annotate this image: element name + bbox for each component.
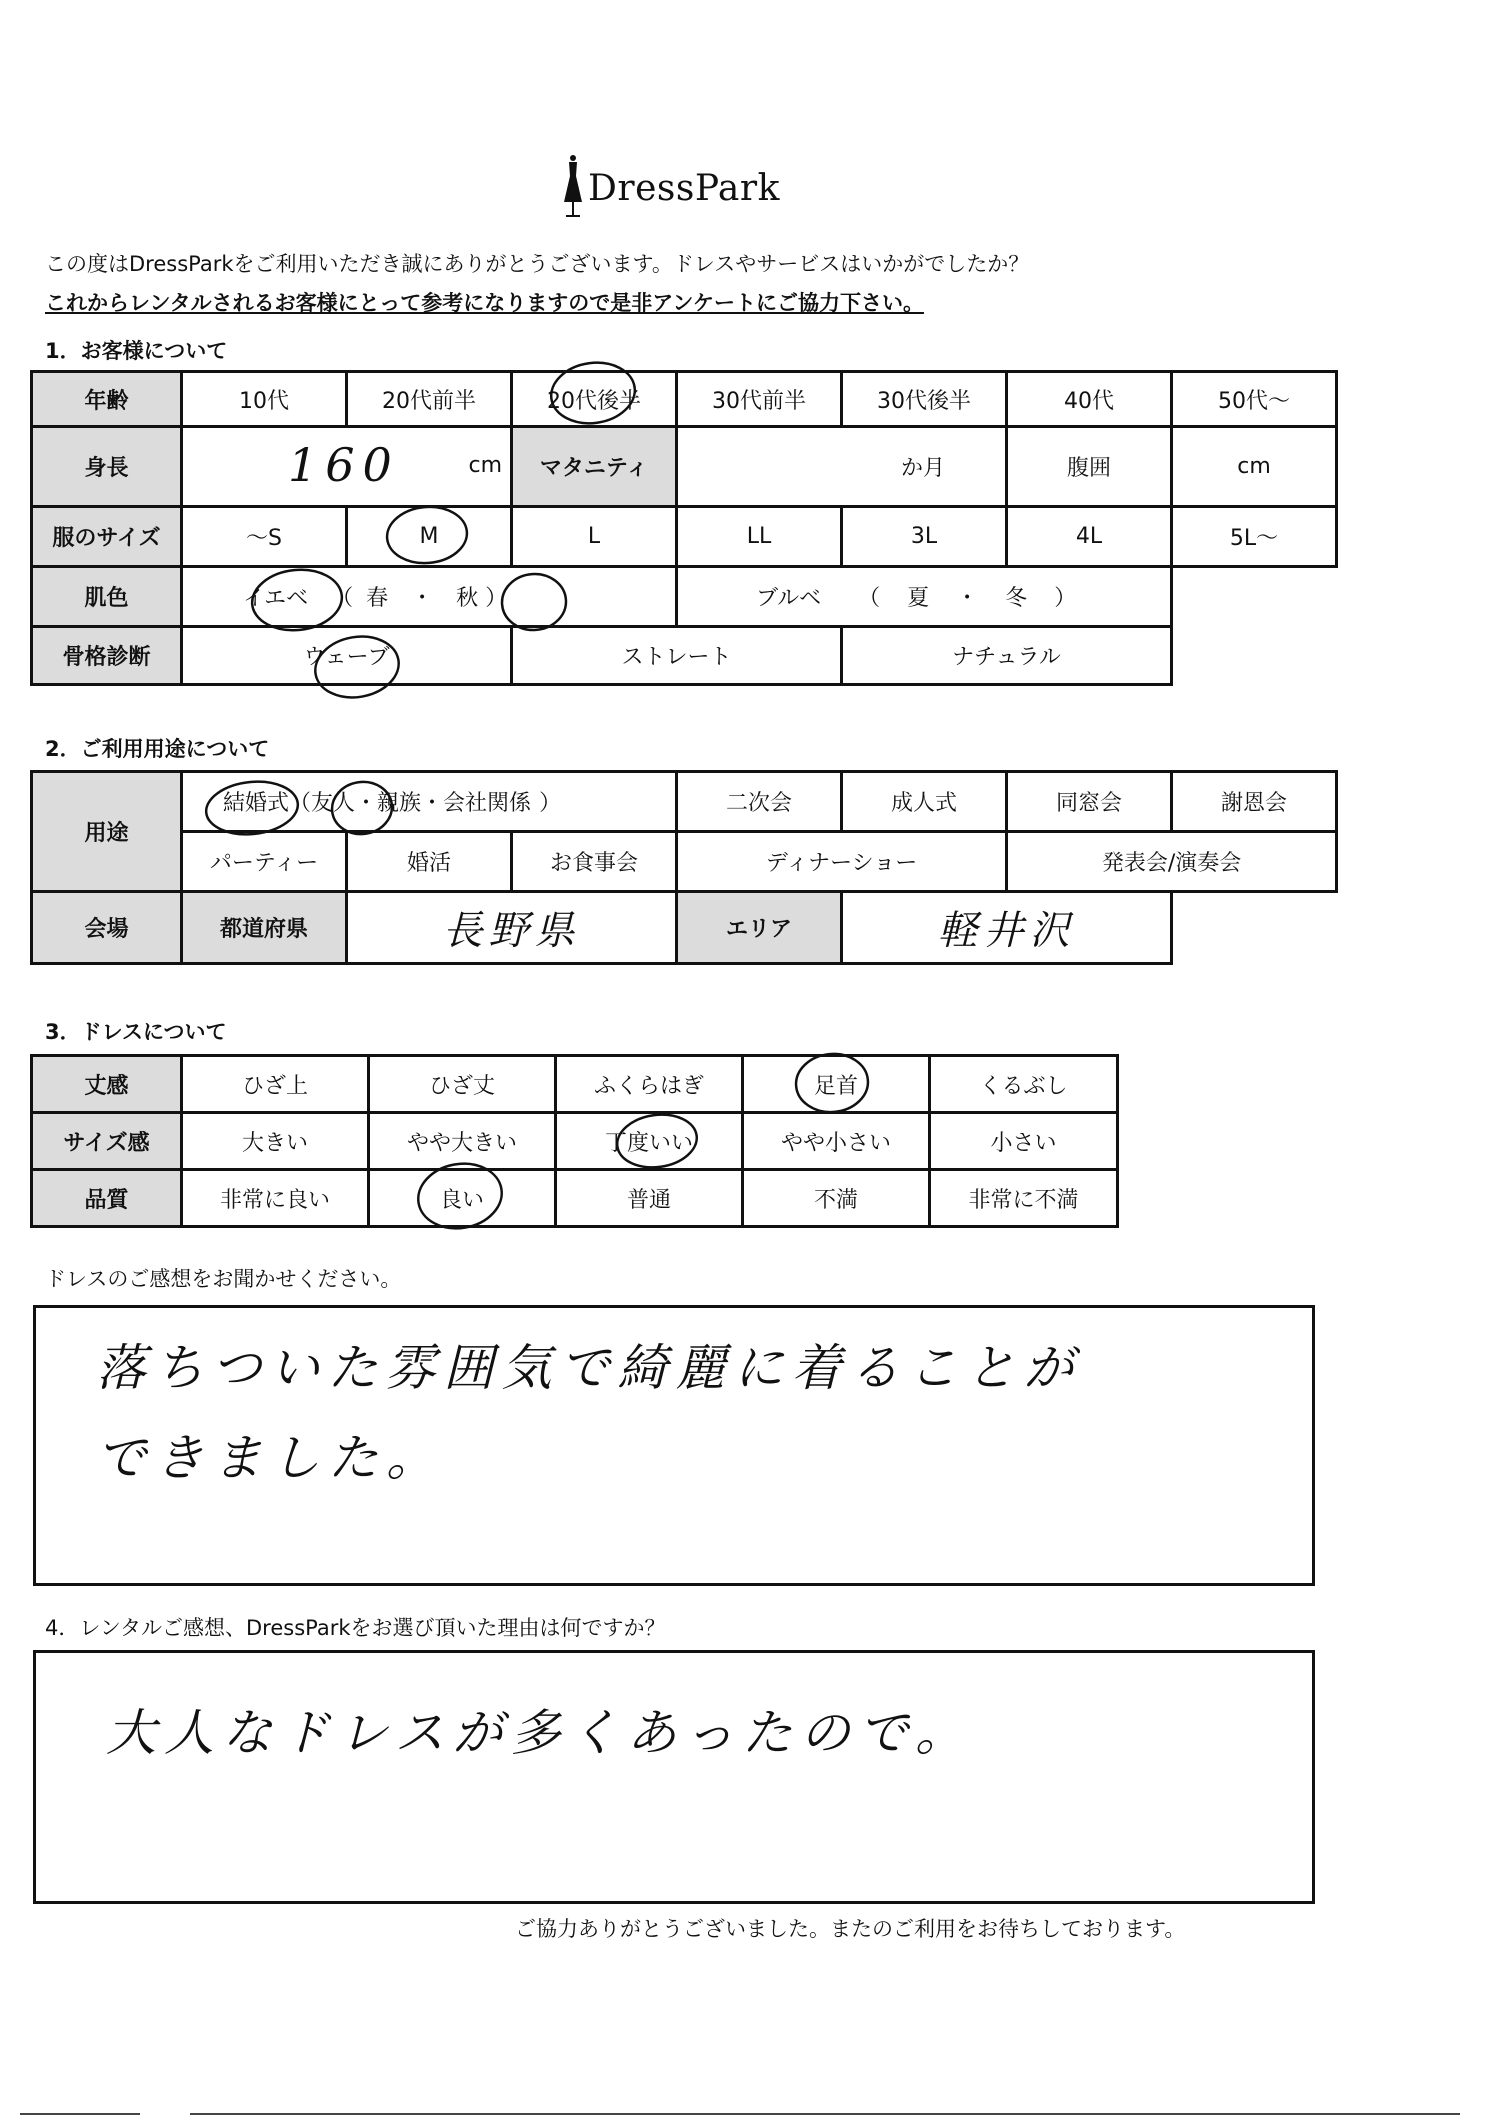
reason-box[interactable] (33, 1650, 1315, 1904)
section3-title: 3．ドレスについて (45, 1020, 227, 1044)
waist-unit[interactable]: cm (1172, 427, 1337, 507)
summer-option[interactable]: 夏 (907, 586, 930, 611)
brand-name: DressPark (588, 168, 780, 209)
maternity-months[interactable]: か月 (677, 427, 1007, 507)
prefecture-label: 都道府県 (182, 892, 347, 964)
age-option-selected[interactable]: 20代後半 (512, 372, 677, 427)
quality-label: 品質 (32, 1170, 182, 1227)
friend-option[interactable]: 友人 (311, 791, 356, 816)
length-option[interactable]: ひざ上 (182, 1056, 369, 1113)
age-label: 年齢 (32, 372, 182, 427)
area-value[interactable]: 軽井沢 (842, 892, 1172, 964)
intro-text: この度はDressParkをご利用いただき誠にありがとうございます。ドレスやサービスはいかがでしたか？ (45, 252, 1030, 276)
age-option[interactable]: 50代～ (1172, 372, 1337, 427)
age-option[interactable]: 30代後半 (842, 372, 1007, 427)
height-label: 身長 (32, 427, 182, 507)
waist-label: 腹囲 (1007, 427, 1172, 507)
size-option[interactable]: ～S (182, 507, 347, 567)
impression-prompt: ドレスのご感想をお聞かせください。 (45, 1267, 402, 1291)
purpose-option[interactable]: 婚活 (347, 832, 512, 892)
purpose-label: 用途 (32, 772, 182, 892)
family-company-options[interactable]: ・親族・会社関係 (355, 791, 532, 816)
frame-label: 骨格診断 (32, 627, 182, 685)
age-option[interactable]: 10代 (182, 372, 347, 427)
autumn-option[interactable]: 秋 (456, 586, 479, 611)
purpose-option[interactable]: お食事会 (512, 832, 677, 892)
size-label: 服のサイズ (32, 507, 182, 567)
length-label: 丈感 (32, 1056, 182, 1113)
yellow-base-cell[interactable]: イエベ （ 春 ・ 秋 ） (182, 567, 677, 627)
fit-option[interactable]: やや大きい (369, 1113, 556, 1170)
venue-label: 会場 (32, 892, 182, 964)
section4-title: 4．レンタルご感想、DressParkをお選び頂いた理由は何ですか？ (45, 1616, 666, 1640)
quality-option-selected[interactable]: 良い (369, 1170, 556, 1227)
footer-line (190, 2113, 1460, 2115)
skin-label: 肌色 (32, 567, 182, 627)
age-option[interactable]: 30代前半 (677, 372, 842, 427)
intro-request: これからレンタルされるお客様にとって参考になりますので是非アンケートにご協力下さい。 (45, 291, 924, 315)
purpose-option[interactable]: パーティー (182, 832, 347, 892)
age-option[interactable]: 20代前半 (347, 372, 512, 427)
frame-option[interactable]: ナチュラル (842, 627, 1172, 685)
purpose-option[interactable]: 発表会/演奏会 (1007, 832, 1337, 892)
quality-option[interactable]: 非常に良い (182, 1170, 369, 1227)
prefecture-value[interactable]: 長野県 (347, 892, 677, 964)
usage-table (30, 770, 1338, 965)
area-label: エリア (677, 892, 842, 964)
winter-option[interactable]: 冬 (1005, 586, 1028, 611)
size-option[interactable]: 4L (1007, 507, 1172, 567)
blue-base-cell[interactable]: ブルベ （ 夏 ・ 冬 ） (677, 567, 1172, 627)
impression-text-line1: 落ちついた雰囲気で綺麗に着ることが (96, 1339, 1082, 1397)
length-option-selected[interactable]: 足首 (743, 1056, 930, 1113)
fit-label: サイズ感 (32, 1113, 182, 1170)
reason-text: 大人なドレスが多くあったので。 (106, 1704, 973, 1762)
size-option-selected[interactable]: M (347, 507, 512, 567)
height-unit: cm (468, 453, 502, 478)
purpose-option[interactable]: ディナーショー (677, 832, 1007, 892)
wedding-option[interactable]: 結婚式 (223, 791, 290, 816)
frame-option-selected[interactable]: ウェーブ (182, 627, 512, 685)
frame-option[interactable]: ストレート (512, 627, 842, 685)
impression-text-line2: できました。 (96, 1429, 444, 1487)
quality-option[interactable]: 不満 (743, 1170, 930, 1227)
size-option[interactable]: 5L～ (1172, 507, 1337, 567)
quality-option[interactable]: 非常に不満 (930, 1170, 1118, 1227)
section1-title: 1．お客様について (45, 339, 228, 363)
fit-option[interactable]: やや小さい (743, 1113, 930, 1170)
height-value: 160 (288, 438, 400, 492)
purpose-option[interactable]: 成人式 (842, 772, 1007, 832)
size-option[interactable]: LL (677, 507, 842, 567)
dress-table (30, 1054, 1119, 1228)
customer-table (30, 370, 1338, 686)
fit-option-selected[interactable]: 丁度いい (556, 1113, 743, 1170)
fit-option[interactable]: 大きい (182, 1113, 369, 1170)
fit-option[interactable]: 小さい (930, 1113, 1118, 1170)
blue-base-option[interactable]: ブルベ (756, 586, 822, 611)
maternity-label: マタニティ (512, 427, 677, 507)
age-option[interactable]: 40代 (1007, 372, 1172, 427)
size-option[interactable]: L (512, 507, 677, 567)
quality-option[interactable]: 普通 (556, 1170, 743, 1227)
purpose-option[interactable]: 二次会 (677, 772, 842, 832)
length-option[interactable]: ひざ丈 (369, 1056, 556, 1113)
impression-box[interactable] (33, 1305, 1315, 1586)
size-option[interactable]: 3L (842, 507, 1007, 567)
purpose-option[interactable]: 同窓会 (1007, 772, 1172, 832)
yellow-base-option[interactable]: イエベ (243, 586, 309, 611)
purpose-option[interactable]: 謝恩会 (1172, 772, 1337, 832)
dress-icon (560, 154, 586, 224)
length-option[interactable]: くるぶし (930, 1056, 1118, 1113)
section2-title: 2．ご利用用途について (45, 737, 270, 761)
spring-option[interactable]: 春 (366, 586, 389, 611)
height-cell[interactable] (182, 427, 512, 507)
footer-line (20, 2113, 140, 2115)
dresspark-logo (560, 150, 820, 230)
wedding-cell[interactable]: 結婚式（友人・親族・会社関係 ） (182, 772, 677, 832)
length-option[interactable]: ふくらはぎ (556, 1056, 743, 1113)
closing-message: ご協力ありがとうございました。またのご利用をお待ちしております。 (515, 1917, 1186, 1941)
